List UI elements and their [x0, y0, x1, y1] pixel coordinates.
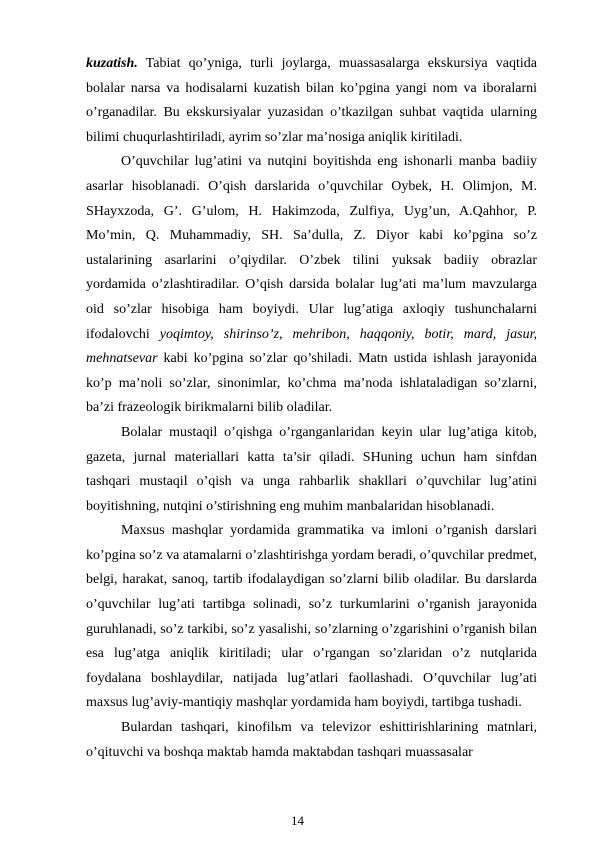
- paragraph-3: [86, 421, 537, 519]
- paragraph-3-text: Bolalar mustaqil o’qishga o’rganganlaridan keyin ular lug’atiga kitob, gazeta, jurnal materiallari katta ta’sir qiladi. SHuning uchun ham sinfdan tashqari mustaqil o’qish va unga rahbarlik shakllari o’quvchilar lug’atini boyitishning, nutqini o’stirishning eng muhim manbalaridan hisoblanadi.: [86, 424, 537, 514]
- paragraph-1-text: Tabiat qo’yniga, turli joylarga, muassasalarga ekskursiya vaqtida bolalar narsa va hodisalarni kuzatish bilan ko’pgina yangi nom va iboralarni o’rganadilar. Bu ekskursiyalar yuzasidan o’tkazilgan suhbat vaqtida ularning bilimi chuqurlashtiriladi, ayrim so’zlar ma’nosiga aniqlik kiritiladi.: [86, 56, 537, 145]
- paragraph-2: [86, 150, 537, 421]
- paragraph-2-text-after: kabi ko’pgina so’zlar qo’shiladi. Matn ustida ishlash jarayonida ko’p ma’noli so’zlar, sinonimlar, ko’chma ma’noda ishlataladigan so’zlarni, ba’zi frazeologik birikmalarni bilib oladilar.: [86, 351, 537, 416]
- paragraph-5: [86, 716, 537, 765]
- paragraph-1: [86, 52, 537, 150]
- paragraph-1-term: kuzatish.: [86, 56, 138, 71]
- paragraph-4: [86, 519, 537, 716]
- paragraph-2-italic-words: yoqimtoy, shirinso’z, mehribon, haqqoniy, botir, mard, jasur, mehnatsevar: [86, 326, 537, 367]
- paragraph-5-text: Bulardan tashqari, kinofilьm va televizor eshittirishlarining matnlari, o’qituvchi va boshqa maktab hamda maktabdan tashqari muassasalar: [86, 720, 537, 760]
- paragraph-4-text: Maxsus mashqlar yordamida grammatika va imloni o’rganish darslari ko’pgina so’z va atamalarni o’zlashtirishga yordam beradi, o’quvchilar predmet, belgi, harakat, sanoq, tartib ifodalaydigan so’zlarni bilib oladilar. Bu darslarda o’quvchilar lug’ati tartibga solinadi, so’z turkumlarini o’rganish jarayonida guruhlanadi, so’z tarkibi, so’z yasalishi, so’zlarning o’zgarishini o’rganish bilan esa lug’atga aniqlik kiritiladi; ular o’rgangan so’zlaridan o’z nutqlarida foydalana boshlaydilar, natijada lug’atlari faollashadi. O’quvchilar lug’ati maxsus lug’aviy-mantiqiy mashqlar yordamida ham boyiydi, tartibga tushadi.: [86, 523, 537, 711]
- page-number: 14: [291, 813, 304, 828]
- document-body: [86, 52, 537, 765]
- paragraph-2-text-before: O’quvchilar lug’atini va nutqini boyitishda eng ishonarli manba badiiy asarlar hisoblanadi. O’qish darslarida o’quvchilar Oybek, H. Olimjon, M. SHayxzoda, G’. G’ulom, H. Hakimzoda, Zulfiya, Uyg’un, A.Qahhor, P. Mo’min, Q. Muhammadiy, SH. Sa’dulla, Z. Diyor kabi ko’pgina so’z ustalarining asarlarini o’qiydilar. O’zbek tilini yuksak badiiy obrazlar yordamida o’zlashtiradilar. O’qish darsida bolalar lug’ati ma’lum mavzularga oid so’zlar hisobiga ham boyiydi. Ular lug’atiga axloqiy tushunchalarni ifodalovchi: [86, 154, 537, 342]
